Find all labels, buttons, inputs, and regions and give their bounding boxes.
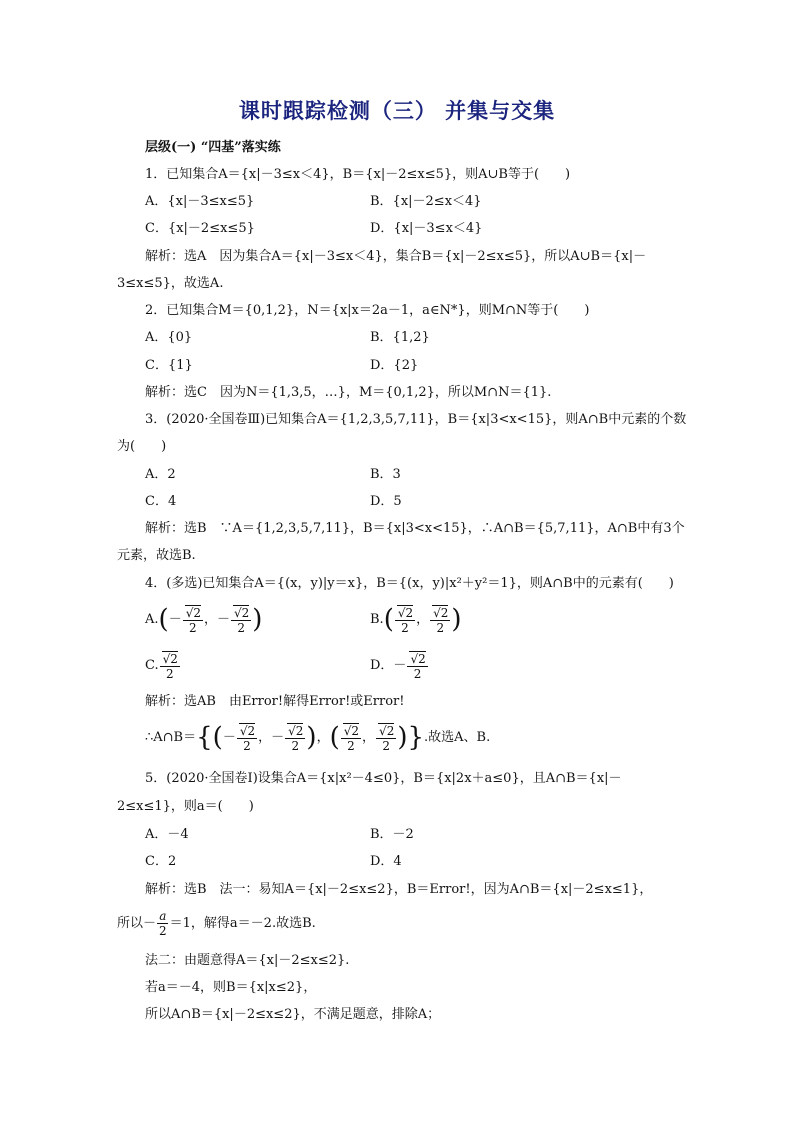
minus-sign: － (271, 730, 285, 745)
fraction (183, 605, 203, 635)
fraction-denominator: 2 (159, 924, 167, 938)
right-brace: } (407, 722, 425, 753)
q3-stem-line-1: 3．(2020·全国卷Ⅲ)已知集合A＝{1,2,3,5,7,11}，B＝{x|3<x<15}，则A∩B中元素的个数 (145, 412, 687, 427)
fraction-denominator: 2 (237, 620, 245, 635)
q4-option-c-label: C. (145, 658, 159, 673)
left-paren: ( (383, 604, 394, 635)
fraction (376, 723, 396, 753)
fraction (231, 605, 251, 635)
right-paren: ) (397, 722, 408, 753)
q5-solution-line-1: 解析：选B 法一：易知A＝{x|－2≤x≤2}，B＝Error!，因为A∩B＝{x|－2≤x≤1}， (145, 882, 653, 897)
q1-option-d: D．{x|－3≤x＜4} (370, 221, 483, 236)
q2-stem: 2．已知集合M＝{0,1,2}，N＝{x|x＝2a－1，a∈N*}，则M∩N等于( ) (145, 303, 590, 318)
fraction-denominator: 2 (189, 620, 197, 635)
q5-method-two-line-3: 所以A∩B＝{x|－2≤x≤2}，不满足题意，排除A； (145, 1007, 441, 1022)
fraction (157, 909, 169, 938)
q5-option-b: B．－2 (370, 827, 414, 842)
sqrt-two: √2 (239, 723, 256, 738)
minus-sign: － (168, 612, 182, 627)
comma: ， (362, 730, 376, 745)
q3-option-b: B．3 (370, 467, 401, 482)
comma: ， (316, 730, 330, 745)
left-paren: ( (212, 722, 223, 753)
sqrt-two: √2 (185, 605, 201, 620)
fraction-denominator: 2 (382, 738, 390, 753)
fraction (395, 605, 415, 635)
fraction-numerator: a (159, 909, 167, 923)
comma: ， (416, 612, 430, 627)
fraction-denominator: 2 (243, 738, 251, 753)
q5-method-two-line-1: 法二：由题意得A＝{x|－2≤x≤2}. (145, 953, 350, 968)
q4-solution-suffix: .故选A、B. (424, 730, 491, 745)
left-paren: ( (329, 722, 340, 753)
left-paren: ( (158, 604, 169, 635)
right-paren: ) (451, 604, 462, 635)
q3-option-d: D．5 (370, 494, 402, 509)
q3-stem-line-2: 为( ) (117, 439, 167, 454)
q1-solution-line-1: 解析：选A 因为集合A＝{x|－3≤x＜4}，集合B＝{x|－2≤x≤5}，所以A∪B＝{x|－ (145, 249, 647, 264)
sqrt-two: √2 (288, 723, 304, 738)
fraction (237, 723, 257, 753)
q4-stem: 4．(多选)已知集合A＝{(x，y)|y＝x}，B＝{(x，y)|x²＋y²＝1}，则A∩B中的元素有( ) (145, 576, 674, 591)
sqrt-two: √2 (410, 651, 426, 666)
fraction-denominator: 2 (165, 666, 174, 681)
fraction-denominator: 2 (436, 620, 445, 635)
minus-sign: － (217, 612, 231, 627)
sqrt-two: √2 (379, 723, 395, 738)
q4-option-b-label: B. (370, 612, 384, 627)
q5-option-a: A．－4 (145, 827, 189, 842)
q4-option-b (370, 602, 462, 638)
comma: ， (258, 730, 272, 745)
q5-method-two-line-2: 若a＝－4，则B＝{x|x≤2}， (145, 980, 317, 995)
fraction (285, 723, 305, 753)
q3-option-c: C．4 (145, 494, 177, 509)
section-heading: 层级(一) “四基”落实练 (145, 140, 281, 155)
fraction (341, 723, 361, 753)
q1-stem: 1．已知集合A＝{x|－3≤x＜4}，B＝{x|－2≤x≤5}，则A∪B等于( ) (145, 167, 571, 182)
q3-solution-line-2: 元素，故选B. (117, 548, 196, 563)
q1-option-c: C．{x|－2≤x≤5} (145, 221, 255, 236)
q5-stem-line-2: 2≤x≤1}，则a＝( ) (117, 799, 254, 814)
comma: ， (203, 612, 217, 627)
q2-option-c: C．{1} (145, 358, 193, 373)
q5-solution-line-2 (117, 906, 316, 942)
fraction-denominator: 2 (413, 666, 422, 681)
sqrt-two: √2 (234, 605, 250, 620)
q4-option-d-label: D．－ (370, 658, 407, 673)
q4-solution-prefix: ∴A∩B＝ (145, 730, 197, 745)
minus-sign: － (222, 730, 236, 745)
q2-option-a: A．{0} (145, 330, 193, 345)
q5-option-c: C．2 (145, 854, 177, 869)
right-paren: ) (306, 722, 317, 753)
q1-option-a: A．{x|－3≤x≤5} (145, 194, 255, 209)
q3-option-a: A．2 (145, 467, 176, 482)
q1-option-b: B．{x|－2≤x＜4} (370, 194, 482, 209)
fraction (430, 605, 450, 635)
q4-option-a-label: A. (145, 612, 159, 627)
q1-solution-line-2: 3≤x≤5}，故选A. (117, 276, 224, 291)
q5-solution-prefix: 所以－ (117, 916, 157, 931)
q5-stem-line-1: 5．(2020·全国卷Ⅰ)设集合A＝{x|x²－4≤0}，B＝{x|2x＋a≤0}，且A∩B＝{x|－ (145, 771, 622, 786)
q2-option-d: D．{2} (370, 358, 419, 373)
fraction (407, 651, 427, 681)
q5-solution-suffix: ＝1，解得a＝－2.故选B. (169, 916, 316, 931)
q4-option-d (370, 648, 429, 684)
q4-solution-line-1: 解析：选AB 由Error!解得Error!或Error! (145, 694, 405, 709)
page-title: 课时跟踪检测（三） 并集与交集 (238, 99, 556, 123)
right-paren: ) (252, 604, 263, 635)
q4-option-a (145, 602, 262, 638)
q2-solution: 解析：选C 因为N＝{1,3,5，…}，M＝{0,1,2}，所以M∩N＝{1}. (145, 385, 552, 400)
sqrt-two: √2 (343, 723, 360, 738)
q2-option-b: B．{1,2} (370, 330, 430, 345)
left-brace: { (196, 722, 213, 753)
q4-option-c (145, 648, 181, 684)
fraction (160, 651, 180, 681)
q5-option-d: D．4 (370, 854, 402, 869)
fraction-denominator: 2 (401, 620, 409, 635)
fraction-denominator: 2 (347, 738, 355, 753)
q4-solution-line-2 (145, 718, 490, 758)
sqrt-two: √2 (397, 605, 414, 620)
sqrt-two: √2 (162, 651, 178, 666)
q3-solution-line-1: 解析：选B ∵A＝{1,2,3,5,7,11}，B＝{x|3<x<15}，∴A∩B＝{5,7,11}，A∩B中有3个 (145, 521, 685, 536)
fraction-denominator: 2 (291, 738, 300, 753)
sqrt-two: √2 (433, 605, 449, 620)
